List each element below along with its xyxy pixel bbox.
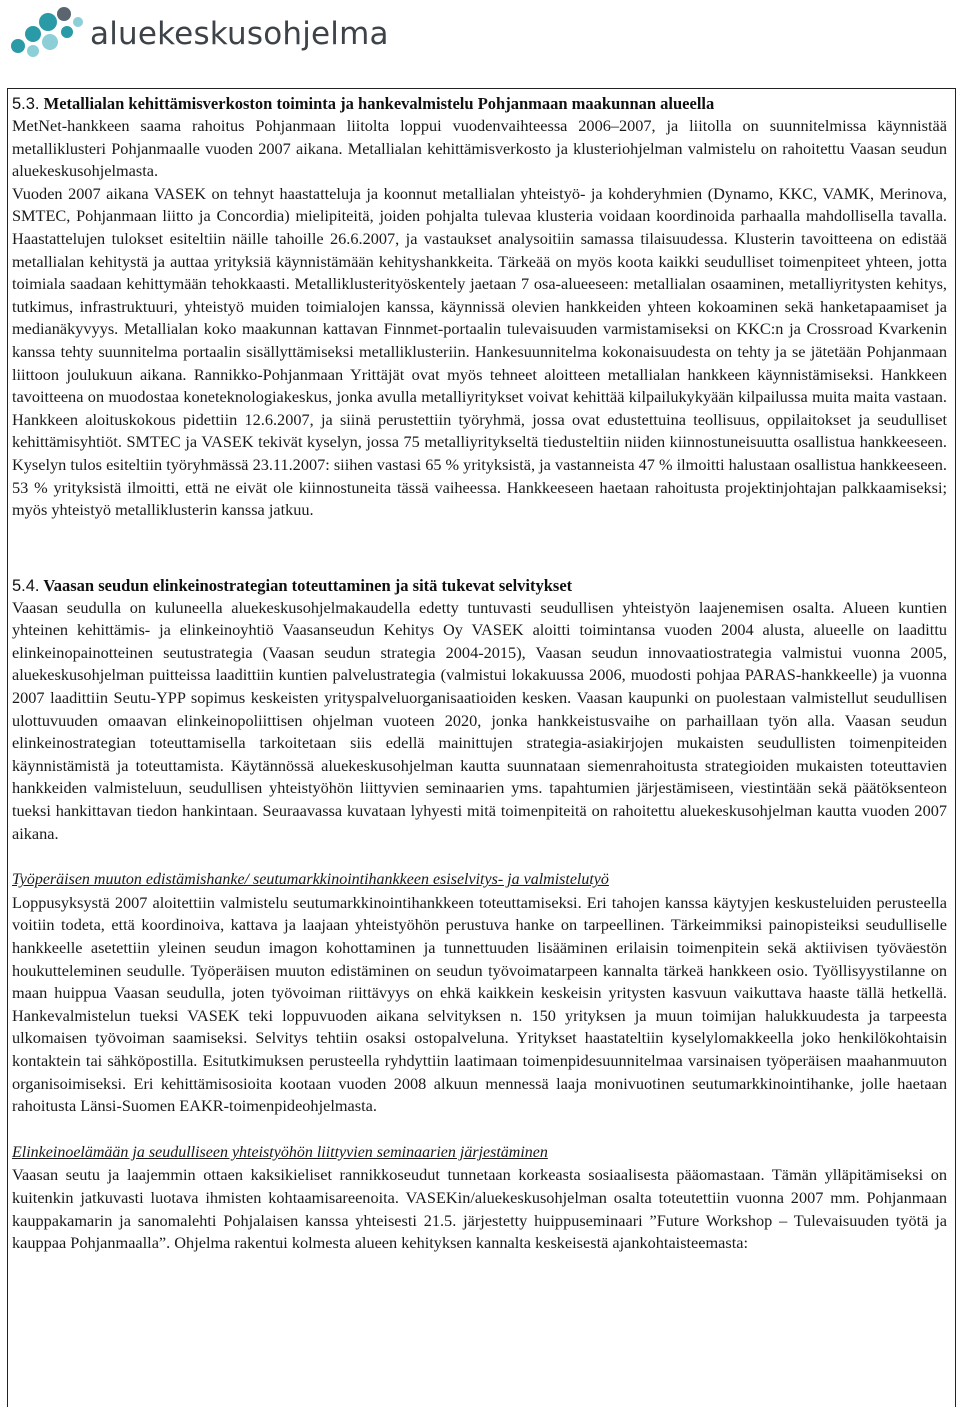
section-5-3 xyxy=(12,93,947,522)
paragraph: MetNet-hankkeen saama rahoitus Pohjanmaan liitolta loppui vuodenvaihteessa 2006–2007, ja liitolla on suunnitelmissa käynnistää metalliklusteri Pohjanmaalle vuoden 2007 aikana. Metallialan kehittämisverkosto ja klusteriohjelman valmistelu on rahoitettu Vaasan seudun aluekeskusohjelmasta. xyxy=(12,116,947,181)
spacer xyxy=(12,845,947,869)
section-title: Metallialan kehittämisverkoston toiminta ja hankevalmistelu Pohjanmaan maakunnan alueella xyxy=(43,94,715,113)
subsection-heading: Työperäisen muuton edistämishanke/ seutumarkkinointihankkeen esiselvitys- ja valmistelutyö xyxy=(12,871,609,889)
section-heading xyxy=(12,93,947,115)
section-title: Vaasan seudun elinkeinostrategian toteuttaminen ja sitä tukevat selvitykset xyxy=(43,575,573,595)
section-5-4 xyxy=(12,575,947,1255)
paragraph: Loppusyksystä 2007 aloitettiin valmistelu seutumarkkinointihankkeen toteuttamiseksi. Eri tahojen kanssa käytyjen keskusteluiden perusteella voitiin todeta, että koordinoiva, kattava ja laajaan yhteistyöhön perustuva hanke on tarpeellinen. Tärkeimmiksi painopisteiksi seudulliselle hankkeelle asetettiin yleinen seudun imagon kohottaminen ja tunnettuuden lisääminen erilaisin toimenpitein sekä aktiivisen työväestön houkutteleminen seudulle. Työperäisen muuton edistäminen on seudun työvoimatarpeen kannalta tärkeä hankkeen osio. Työllisyystilanne on maan huippua Vaasan seudulla, joten työvoiman riittävyys on ehkä kaikkein keskeisin yritysten kasvuun vaikuttava haaste tällä hetkellä. Hankevalmistelun tueksi VASEK teki loppuvuoden aikana selvityksen n. 150 yrityksen ja muun toimijan halukkuudesta ja tarpeesta ulkomaisen työvoiman saamiseksi. Selvitys tehtiin osaksi ostopalveluna. Yritykset haastateltiin kyselylomakkeella joko henkilökohtaisin kontaktein tai sähköpostilla. Esitutkimuksen perusteella ryhdyttiin laatimaan toimenpidesuunnitelmaa varsinaisen työperäisen maahanmuuton organisoimiseksi. Eri kehittämisosioita kootaan vuoden 2008 alkuun mennessä laaja monivuotinen seutumarkkinointihanke, jolle haetaan rahoitusta Länsi-Suomen EAKR-toimenpideohjelmasta. xyxy=(12,892,947,1116)
section-number: 5.4. xyxy=(12,576,40,595)
paragraph: Vuoden 2007 aikana VASEK on tehnyt haastatteluja ja koonnut metallialan yhteistyö- ja kohderyhmien (Dynamo, KKC, VAMK, Merinova, SMTEC, Pohjanmaan liitto ja Concordia) mielipiteitä, joiden pohjalta tulevaa klusteria voidaan koordinoida parhaalla mahdollisella tavalla. Haastattelujen tulokset esiteltiin näille tahoille 26.6.2007, ja vastaukset analysoitiin samassa tilaisuudessa. Klusterin tavoitteena on edistää metallialan kehitystä ja auttaa yrityksiä käynnistämään kehityshankkeita. Tärkeää on myös koota kaikki seudulliset toimenpiteet yhteen, jotta toimiala saadaan kehittymään tehokkaasti. Metalliklusterityöskentely jaetaan 7 osa-alueeseen: metallialan osaaminen, metalliyritysten kehitys, tutkimus, infrastruktuuri, yhteistyö muiden toimialojen kanssa, käynnissä olevien hankkeiden yhteen kokoaminen sekä hanketapaamiset ja medianäkyvyys. Metallialan koko maakunnan kattavan Finnmet-portaalin tulevaisuuden varmistamiseksi on KKC:n ja Crossroad Kvarkenin kanssa tehty suunnitelma portaalin sisällyttämiseksi metalliklusteriin. Hankesuunnitelma kokonaisuudesta on tehty ja se jätetään Pohjanmaan liittoon joulukuun aikana. Rannikko-Pohjanmaan Yrittäjät ovat myös tehneet aloitteen metallialan hankkeen käynnistämiseksi. Hankkeen tavoitteena on muodostaa koneteknologiakeskus, jonka avulla metalliyritykset voivat kehittää kilpailukykyään kilpailussa muita maita vastaan. Hankkeen aloituskokous pidettiin 12.6.2007, ja siinä perustettiin työryhmä, jossa ovat edustettuina teollisuus, oppilaitokset ja seudulliset kehittämisyhtiöt. SMTEC ja VASEK tekivät kyselyn, jossa 75 metalliyritykseltä tiedusteltiin niiden kiinnostuneisuutta osallistua hankkeeseen. Kyselyn tulos esiteltiin työryhmässä 23.11.2007: siihen vastasi 65 % yrityksistä, ja vastanneista 47 % ilmoitti halustaan osallistua hankkeeseen. 53 % yrityksistä ilmoitti, että ne eivät ole kiinnostuneita tässä vaiheessa. Hankkeeseen haetaan rahoitusta projektinjohtajan palkkaamiseksi; myös yhteistyö metalliklusterin kanssa jatkuu. xyxy=(12,183,947,520)
paragraph: Vaasan seutu ja laajemmin ottaen kaksikieliset rannikkoseudut tunnetaan korkeasta sosiaalisesta pääomastaan. Tämän ylläpitämiseksi on kuitenkin jatkuvasti luotava ihmisten kohtaamisareenoita. VASEKin/aluekeskusohjelman osalta toteutettiin vuonna 2007 mm. Pohjanmaan kauppakamarin ja sanomalehti Pohjalaisen kanssa yhteisesti 21.5. järjestetty huippuseminaari ”Future Workshop – Tulevaisuuden työtä ja kauppaa Pohjanmaalla”. Ohjelma rakentui kolmesta alueen kehityksen kannalta keskeisestä ajankohtaisteemasta: xyxy=(12,1165,947,1253)
document-body xyxy=(12,93,947,1255)
logo-text: aluekeskusohjelma xyxy=(90,16,389,52)
dots-logo-icon xyxy=(10,2,84,58)
section-number: 5.3. xyxy=(12,95,40,113)
header-logo xyxy=(10,2,389,58)
section-heading xyxy=(12,575,947,597)
subsection-heading: Elinkeinoelämään ja seudulliseen yhteistyöhön liittyvien seminaarien järjestäminen xyxy=(12,1143,548,1161)
spacer xyxy=(12,1118,947,1142)
paragraph: Vaasan seudulla on kuluneella aluekeskusohjelmakaudella edetty tuntuvasti seudullisen yhteistyön laajenemisen osalta. Alueen kuntien yhteinen kehittämis- ja elinkeinoyhtiö Vaasanseudun Kehitys Oy VASEK aloitti toimintansa vuoden 2004 alusta, alueelle on laadittu elinkeinopainotteinen seutustrategia (Vaasan seudun strategia 2004-2015), Vaasan seudun innovaatiostrategia valmistui vuonna 2005, aluekeskusohjelman puitteissa laadittiin kuntien palvelustrategia (valmistui lokakuussa 2006, muodosti pohjaa PARAS-hankkeelle) ja vuonna 2007 laadittiin Seutu-YPP sopimus keskeisten yrityspalveluorganisaatioiden kesken. Vaasan kaupunki on puolestaan valmistellut seudullisen ulottuvuuden omaavan elinkeinopoliittisen ohjelman vuoteen 2020, jonka hankkeistusvaihe on parhaillaan työn alla. Vaasan seudun elinkeinostrategian toteuttamisella tarkoitetaan siis edellä mainittujen strategia-asiakirjojen mukaisten seudullisten toimenpiteiden käynnistämistä ja toteuttamista. Käytännössä aluekeskusohjelman kautta suunnataan siemenrahoitusta strategioiden mukaisten toteuttavien hankkeiden valmisteluun, seudullisen yhteistyöhön liittyvien seminaarien yms. tapahtumien järjestämiseen, viestintään sekä päätöksenteon tueksi hankittavan tiedon hankintaan. Seuraavassa kuvataan lyhyesti mitä toimenpiteitä on rahoitettu aluekeskusohjelman kautta vuoden 2007 aikana. xyxy=(12,597,947,843)
